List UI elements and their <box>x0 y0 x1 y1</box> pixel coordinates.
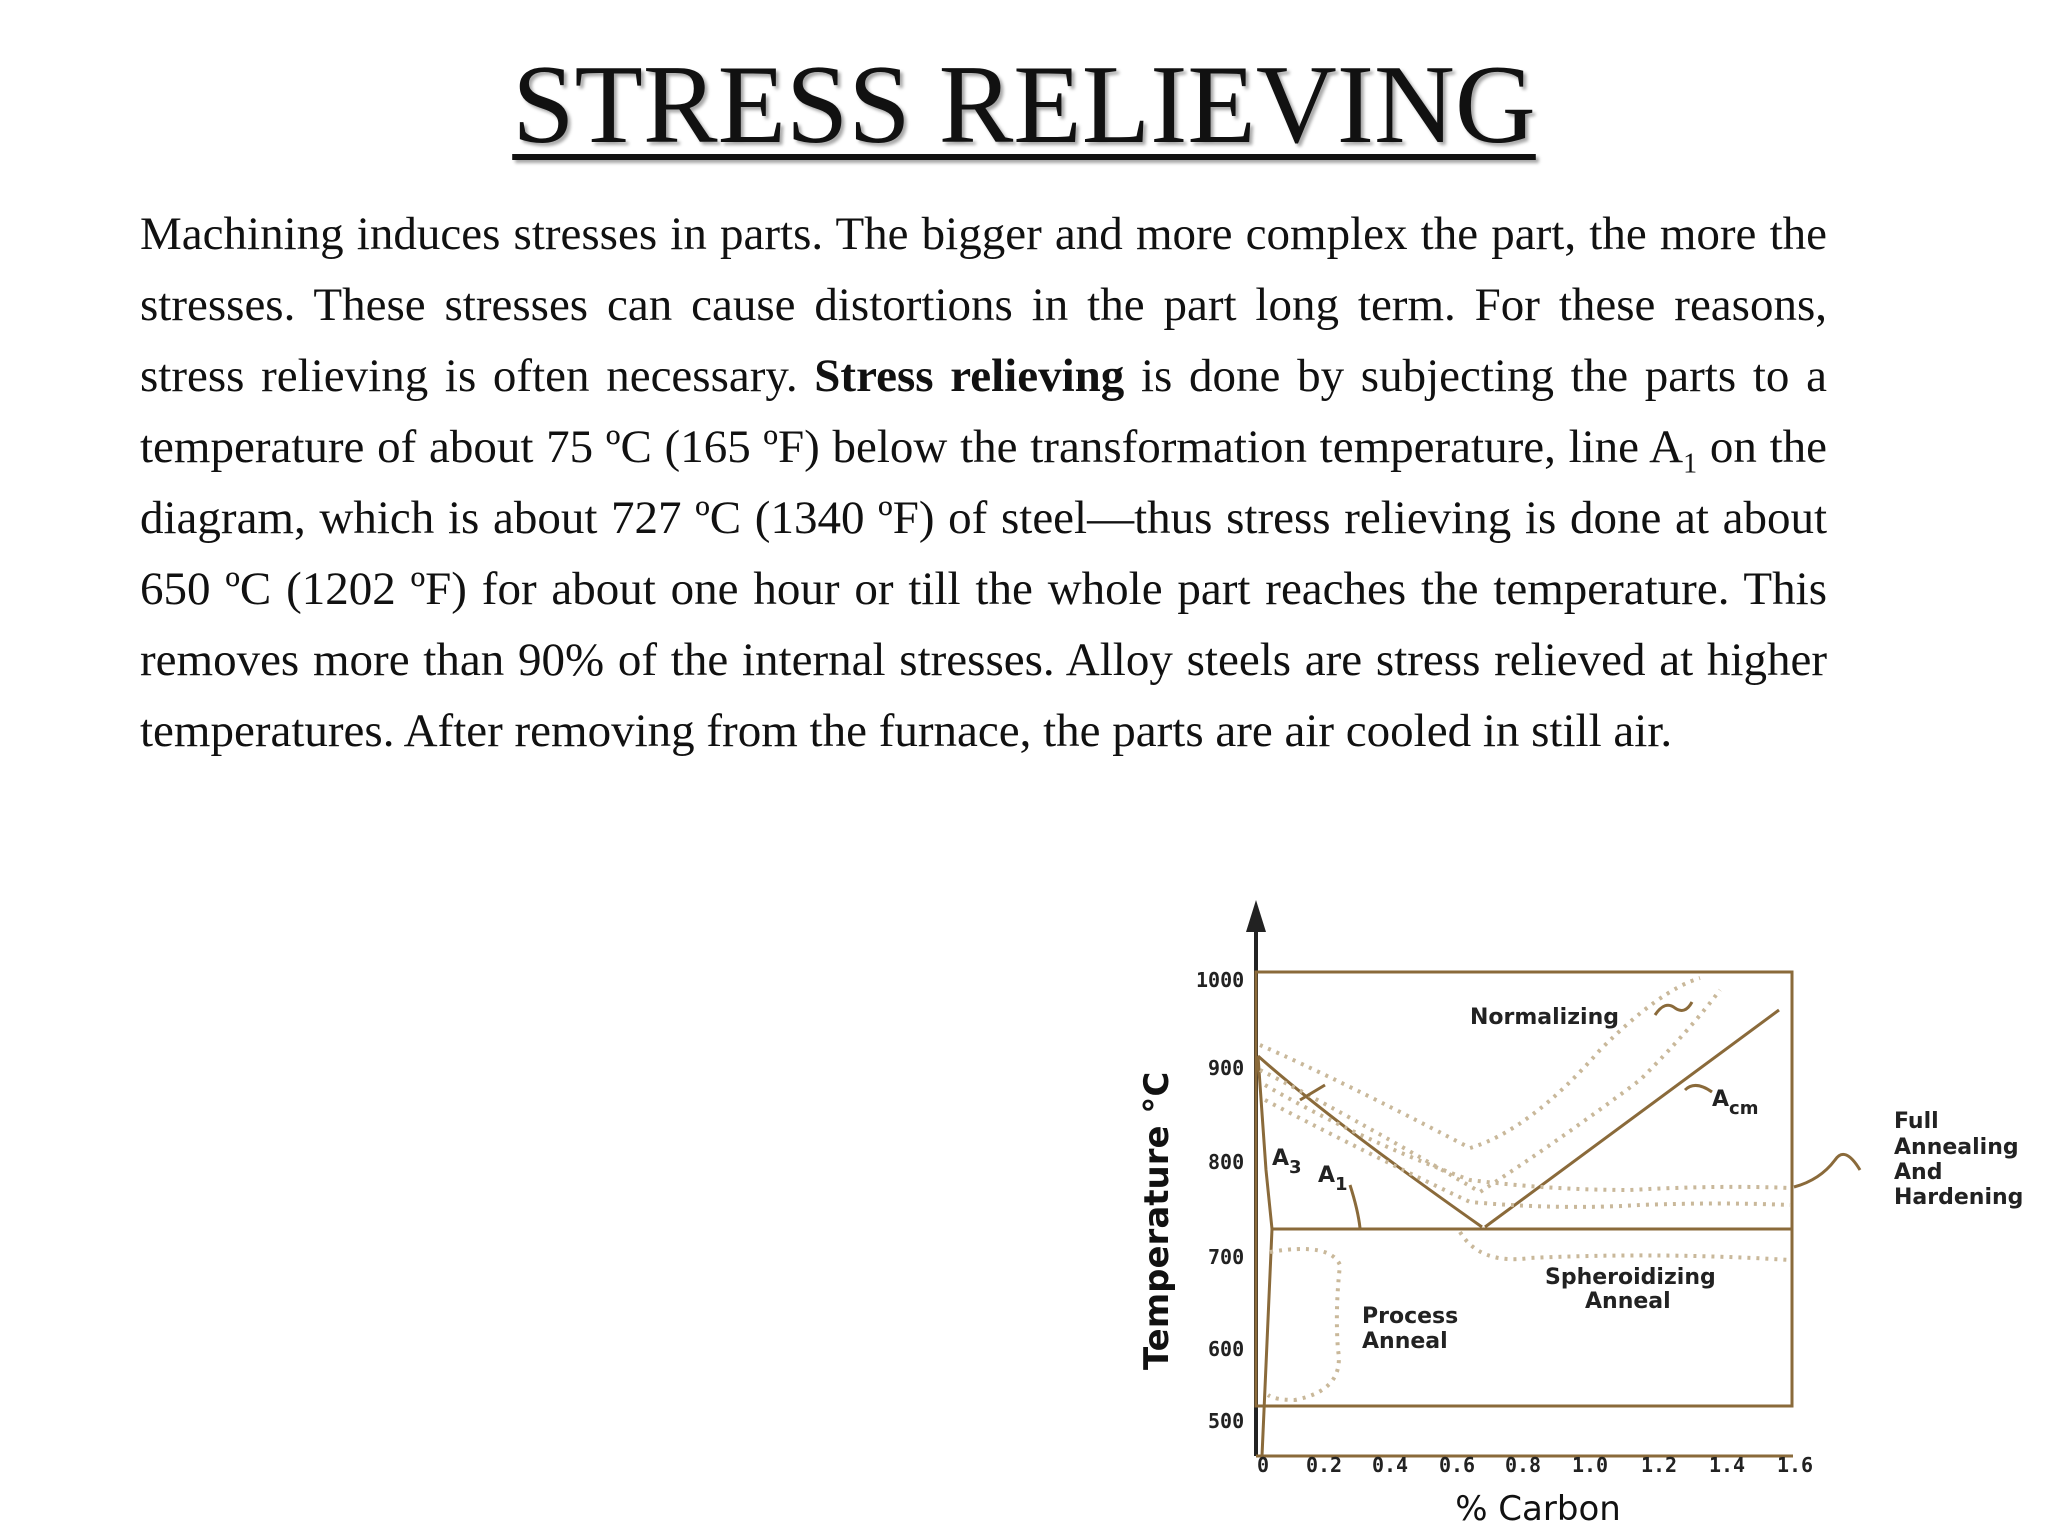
label-a1 <box>1318 1163 1348 1195</box>
paragraph-bold-term: Stress relieving <box>814 350 1125 402</box>
paragraph-part-3: on the diagram, which is about 727 ºC (1340 ºF) of steel—thus stress relieving is done at about 650 ºC (1202 ºF) for about one hour or till the whole part reaches the temperature. This removes more than 90% of the internal stresses. Alloy steels are stress relieved at higher temperatures. After removing from the furnace, the parts are air cooled in still air. <box>140 421 1827 757</box>
paragraph-subscript: 1 <box>1683 448 1698 480</box>
paragraph-part-1: Machining induces stresses in parts. The bigger and more complex the part, the more the stresses. These stresses can cause distortions in the part long term. For these reasons, stress relieving is often necessary. <box>140 208 1827 402</box>
label-a1-sub: 1 <box>1335 1174 1348 1195</box>
y-tick-labels <box>1196 968 1244 1433</box>
a3-line <box>1258 1056 1482 1227</box>
label-normalizing: Normalizing <box>1470 1005 1619 1030</box>
acm-pointer <box>1685 1085 1712 1092</box>
label-a3-base: A <box>1272 1146 1290 1171</box>
label-full-2: Annealing <box>1894 1135 2019 1160</box>
normalizing-pointer <box>1655 1002 1692 1015</box>
y-tick-600: 600 <box>1208 1337 1245 1361</box>
a1-pointer <box>1350 1185 1360 1228</box>
spheroidizing-band <box>1460 1232 1790 1260</box>
label-process-2: Anneal <box>1362 1329 1448 1354</box>
x-tick-0.2: 0.2 <box>1305 1453 1343 1477</box>
label-full-4: Hardening <box>1894 1185 2024 1210</box>
label-a1-base: A <box>1318 1163 1336 1188</box>
y-axis-label: Temperature °C <box>1137 1071 1177 1370</box>
normalizing-band-upper <box>1260 978 1700 1148</box>
paragraph-part-2: is done by subjecting the parts to a temperature of about 75 ºC (165 ºF) below the transformation temperature, line A <box>140 350 1827 473</box>
y-tick-1000: 1000 <box>1196 968 1245 992</box>
label-a3 <box>1272 1146 1302 1178</box>
label-acm-sub: cm <box>1729 1098 1759 1119</box>
x-tick-1.4: 1.4 <box>1708 1453 1746 1477</box>
y-tick-500: 500 <box>1208 1409 1245 1433</box>
label-full-1: Full <box>1894 1109 1939 1134</box>
x-tick-1.6: 1.6 <box>1776 1453 1814 1477</box>
full-anneal-pointer <box>1794 1154 1860 1187</box>
slide-title: STRESS RELIEVING <box>512 43 1536 167</box>
body-paragraph <box>140 199 1827 767</box>
y-tick-700: 700 <box>1208 1245 1245 1269</box>
iron-carbon-diagram <box>1100 880 2048 1536</box>
y-tick-800: 800 <box>1208 1150 1245 1174</box>
x-tick-labels <box>1257 1453 1813 1477</box>
x-tick-1.2: 1.2 <box>1640 1453 1678 1477</box>
label-a3-sub: 3 <box>1289 1157 1302 1178</box>
x-tick-0.6: 0.6 <box>1438 1453 1476 1477</box>
x-tick-0.4: 0.4 <box>1371 1453 1409 1477</box>
x-axis-label: % Carbon <box>1455 1489 1621 1529</box>
a3-pointer <box>1300 1085 1325 1100</box>
label-spheroidizing-1: Spheroidizing <box>1545 1265 1716 1290</box>
process-anneal-band <box>1268 1249 1340 1400</box>
label-process-1: Process <box>1362 1304 1459 1329</box>
label-spheroidizing-2: Anneal <box>1585 1289 1671 1314</box>
y-axis-arrowhead <box>1246 900 1266 932</box>
label-acm-base: A <box>1712 1087 1730 1112</box>
label-full-3: And <box>1894 1160 1943 1185</box>
x-tick-0.8: 0.8 <box>1504 1453 1542 1477</box>
x-tick-1.0: 1.0 <box>1571 1453 1609 1477</box>
label-acm <box>1712 1087 1758 1119</box>
y-tick-900: 900 <box>1208 1056 1245 1080</box>
x-tick-0: 0 <box>1256 1453 1270 1477</box>
